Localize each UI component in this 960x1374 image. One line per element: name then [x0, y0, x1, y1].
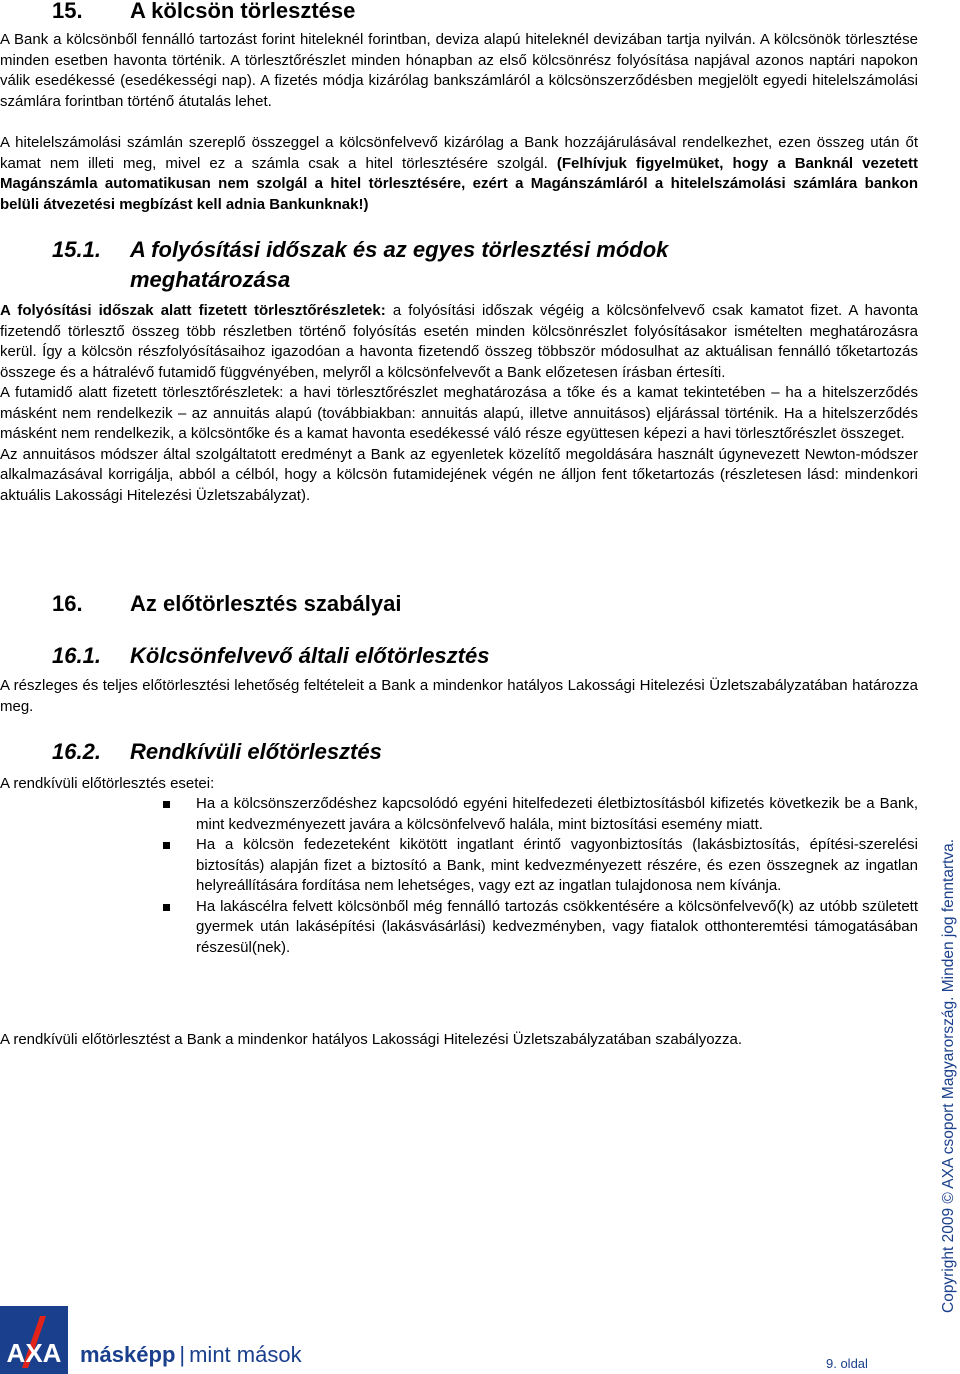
copyright-notice: Copyright 2009 © AXA csoport Magyarország. Minden jog fenntartva. — [940, 838, 957, 1313]
section-title: Rendkívüli előtörlesztés — [130, 739, 382, 764]
paragraph: A rendkívüli előtörlesztést a Bank a mindenkor hatályos Lakossági Hitelezési Üzletszabályzatában szabályozza. — [0, 1031, 743, 1048]
list-item-text: Ha a kölcsön fedezeteként kikötött ingatlant érintő vagyonbiztosítás (lakásbiztosítás, építési-szerelési biztosítás) alapján fizet a biztosító a Bank, mint kedvezményezett részére, és ezen összegnek az ingatlan helyreállítására fordítása nem lehetséges, vagy ezt az ingatlan tulajdonosa nem kívánja. — [196, 836, 918, 894]
paragraph: A rendkívüli előtörlesztés esetei: — [0, 775, 215, 792]
section-number: 16.2. — [52, 739, 101, 764]
section-title-line2: meghatározása — [130, 267, 291, 292]
section-number: 16. — [52, 591, 83, 616]
section-16-2-intro — [0, 774, 918, 795]
slogan-rest: mint mások — [189, 1342, 302, 1367]
section-15-body — [0, 30, 918, 112]
paragraph: A folyósítási időszak alatt fizetett törlesztőrészletek: a folyósítási időszak végéig a kölcsönfelvevő csak kamatot fizet. A havonta fizetendő törlesztő összeg több részletben történő folyósítás esetén minden kölcsönrészlet folyósításakor ismételten meghatározásra kerül. Így a kölcsön részfolyósításaihoz igazodóan a havonta fizetendő összeg többször módosulhat az aktuálisan fennálló tőketartozás összege és a hátralévő futamidő függvényében, melyről a kölcsönfelvevőt a Bank előzetesen írásban értesíti. — [0, 302, 918, 381]
section-number: 16.1. — [52, 643, 101, 668]
list-item — [0, 897, 918, 959]
square-bullet-icon — [163, 801, 170, 808]
paragraph: A futamidő alatt fizetett törlesztőrészletek: a havi törlesztőrészlet meghatározása a tőke és a kamat tekintetében – ha a hitelszerződés másként nem rendelkezik – az annuitás alapú (továbbiakban: annuitás alapú, illetve annuitásos) eljárással történik. Ha a hitelszerződés másként nem rendelkezik, a kölcsöntőke és a kamat havonta esedékessé váló része együttesen képezi a havi törlesztőrészlet összeget. — [0, 384, 918, 442]
section-15-1-body — [0, 301, 918, 506]
section-title: Kölcsönfelvevő általi előtörlesztés — [130, 643, 490, 668]
list-item-text: Ha a kölcsönszerződéshez kapcsolódó egyéni hitelfedezeti életbiztosításból kifizetés következik be a Bank, mint kedvezményezett javára a kölcsönfelvevő halála, mint biztosítási esemény miatt. — [196, 795, 918, 833]
axa-logo — [0, 1306, 68, 1374]
list-item — [0, 835, 918, 897]
square-bullet-icon — [163, 842, 170, 849]
section-number: 15. — [52, 0, 83, 23]
paragraph: A részleges és teljes előtörlesztési lehetőség feltételeit a Bank a mindenkor hatályos Lakossági Hitelezési Üzletszabályzatában határozza meg. — [0, 677, 918, 715]
paragraph: Az annuitásos módszer által szolgáltatott eredményt a Bank az egyenletek közelítő megoldására használt úgynevezett Newton-módszer alkalmazásával korrigálja, abból a célból, hogy a kölcsön futamidejének végén ne álljon fent tőketartozás (részletesen lásd: mindenkori aktuális Lakossági Hitelezési Üzletszabályzat). — [0, 445, 918, 504]
bullet-list — [0, 794, 918, 958]
section-15-body-2 — [0, 133, 918, 215]
section-title-line1: A folyósítási időszak és az egyes törlesztési módok — [130, 237, 669, 262]
list-item-text: Ha lakáscélra felvett kölcsönből még fennálló tartozás csökkentésére a kölcsönfelvevő(k) az utóbb született gyermek után lakásépítési (lakásvásárlási) kedvezményben, vagy fiatalok otthonteremtési támogatásában részesül(nek). — [196, 897, 918, 956]
section-16-2-outro — [0, 1030, 918, 1051]
slogan-separator: | — [179, 1342, 186, 1367]
list-item — [0, 794, 918, 835]
svg-text:AXA: AXA — [6, 1338, 62, 1368]
section-title: Az előtörlesztés szabályai — [130, 591, 402, 616]
square-bullet-icon — [163, 904, 170, 911]
bold-notice: (Felhívjuk figyelmüket, hogy a Banknál vezetett Magánszámla automatikusan nem szolgál a hitel törlesztésére, ezért a Magánszámláról a hitelelszámolási számlára bankon belüli átvezetési megbízást kell adnia Bankunknak!) — [0, 154, 918, 213]
bold-lead: A folyósítási időszak alatt fizetett törlesztőrészletek: — [0, 302, 386, 319]
section-number: 15.1. — [52, 237, 101, 262]
slogan-bold: másképp — [80, 1342, 176, 1367]
section-16-1-body — [0, 676, 918, 717]
paragraph: A hitelelszámolási számlán szereplő összeggel a kölcsönfelvevő kizárólag a Bank hozzájárulásával rendelkezhet, ezen összeg után őt kamat nem illeti meg, mivel ez a számla csak a hitel törlesztésére szolgál. (Felhívjuk figyelmüket, hogy a Banknál vezetett Magánszámla automatikusan nem szolgál a hitel törlesztésére, ezért a Magánszámláról a hitelelszámolási számlára bankon belüli átvezetési megbízást kell adnia Bankunknak!) — [0, 134, 918, 213]
paragraph: A Bank a kölcsönből fennálló tartozást forint hiteleknél forintban, deviza alapú hiteleknél devizában tartja nyilván. A kölcsönök törlesztése minden esetben havonta történik. A törlesztőrészlet minden hónapban az első kölcsönrész folyósítása napjával azonos naptári napokon válik esedékessé (esedékességi nap). A fizetés módja kizárólag bankszámláról a kölcsönszerződésben megjelölt egyedi hitelelszámolási számlára forintban történő átutalás lehet. — [0, 31, 918, 110]
page-number: 9. oldal — [826, 1356, 868, 1371]
section-title: A kölcsön törlesztése — [130, 0, 356, 23]
brand-slogan — [80, 1342, 302, 1368]
